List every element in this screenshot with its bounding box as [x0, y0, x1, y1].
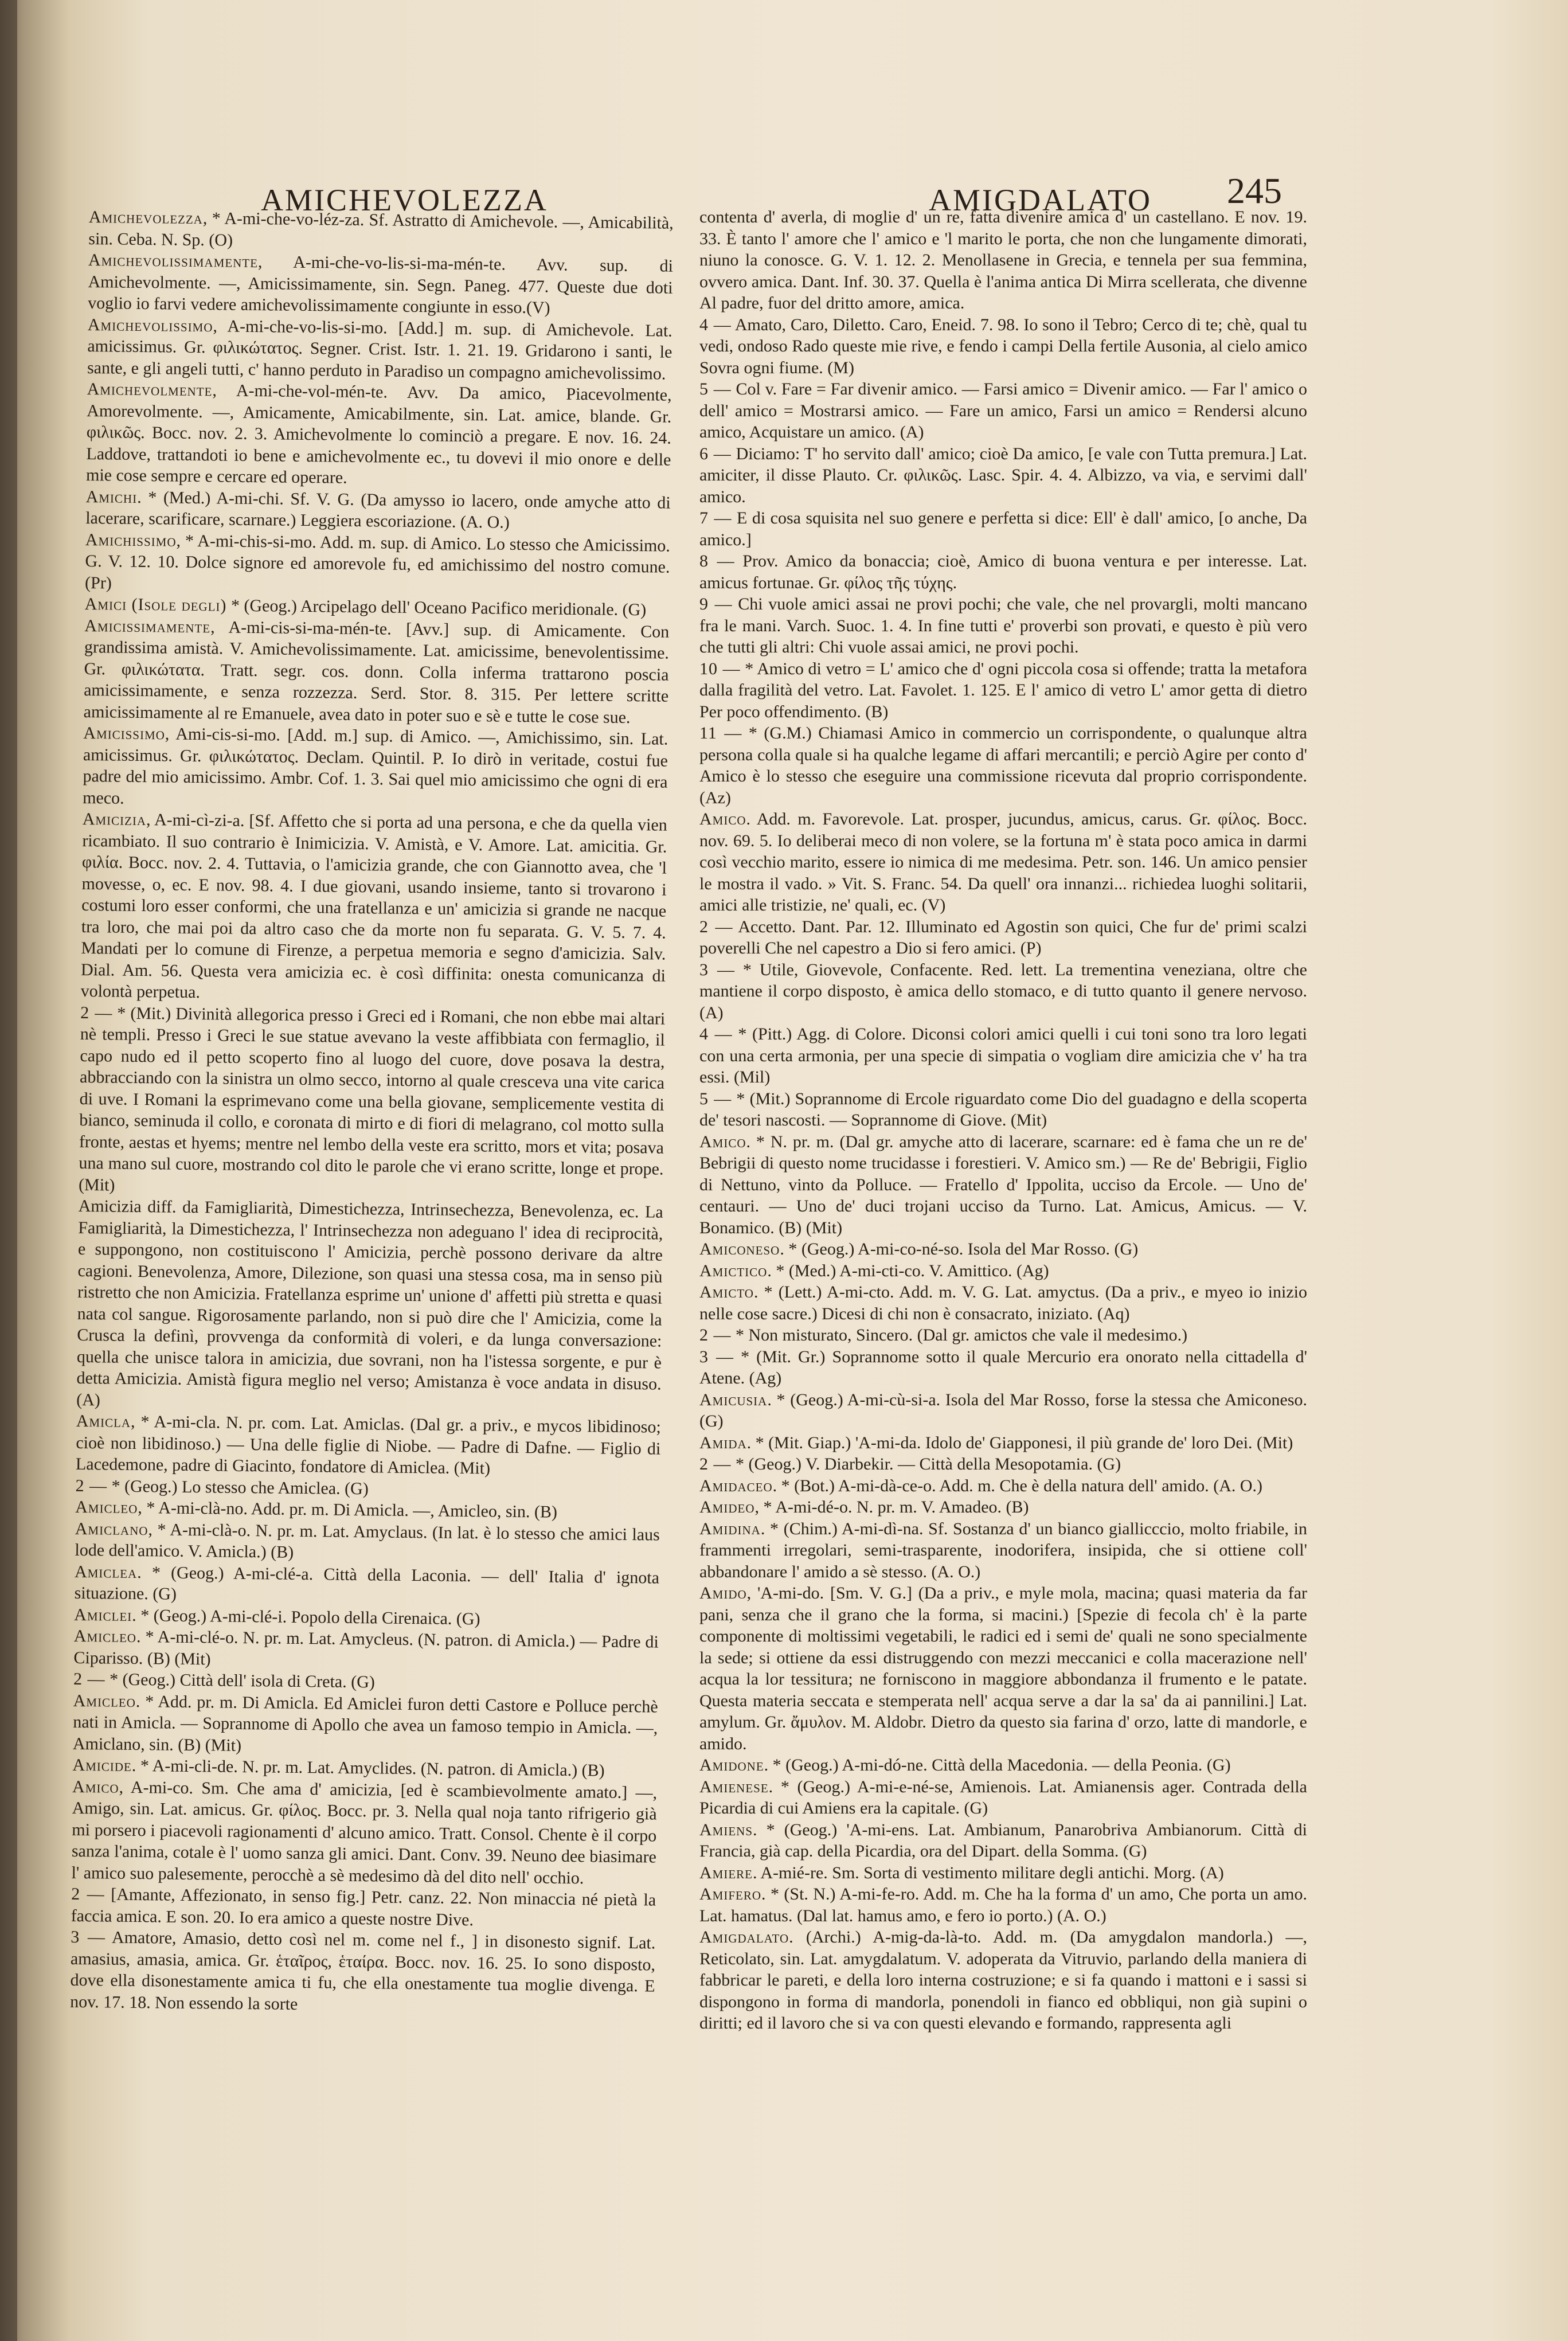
entry-headword: 4 —: [699, 1025, 733, 1044]
entry-headword: Amichi: [85, 487, 138, 507]
entry-text: . * N. pr. m. (Dal gr. amyche atto di lacerare, scarnare: ed è fama che un re de' Bebrigii di questo nome trucidasse i forestieri. V. Amico sm.) — Re de' Bebrigii, Figlio di Nettuno, vinto da Polluce. — Fratello d' Ippolita, ucciso da Ercole. — Uno de' centauri. — Uno de' duci trojani ucciso da Turno. Lat. Amicus, Amicus. — V. Bonamico. (B) (Mit): [699, 1132, 1307, 1237]
entry-headword: 6 —: [699, 444, 732, 463]
entry-text: . * Add. pr. m. Di Amicla. Ed Amiclei furon detti Castore e Polluce perchè nati in Amicla. — Soprannome di Apollo che avea un famoso tempio in Amicla. —, Amiclano, sin. (B) (Mit): [72, 1691, 658, 1755]
entry-text: * (Mit.) Divinità allegorica presso i Greci ed i Romani, che non ebbe mai altari nè templi. Presso i Greci le sue statue avevano la veste affibbiata con fermaglio, il capo nudo ed il petto scoperto fino al luogo del cuore, dove posava la destra, abbracciando con la sinistra un olmo secco, intorno al quale cresceva una vite carica di uve. I Romani la esprimevano come una bella giovane, semplicemente vestita di bianco, seminuda il collo, e coronata di mirto e di fiori di melagrano, col motto sulla fronte, aestas et hyems; mentre nel lembo della veste era scritto, mors et vita; posava una mano sul cuore, mostrando col dito le parole che vi erano scritte, longe et prope. (Mit): [78, 1003, 666, 1195]
running-head-left: AMICHEVOLEZZA: [261, 183, 548, 217]
entry-text: . * A-mi-cli-de. N. pr. m. Lat. Amyclides. (N. patron. di Amicla.) (B): [131, 1756, 605, 1780]
entry-headword: Amiclano: [75, 1519, 148, 1539]
dictionary-entry: [699, 1260, 1307, 1282]
entry-text: , A-mi-cì-zi-a. [Sf. Affetto che si porta ad una persona, e che da quella vien ricambiato. Il suo contrario è Inimicizia. V. Amistà, e V. Amore. Lat. amicitia. Gr. φιλία. Bocc. nov. 2. 4. Tuttavia, o l'amicizia grande, che con Giannotto avea, che 'l movesse, o, ec. E nov. 98. 4. I due giovani, usando insieme, tanto si trovarono i costumi loro esser conformi, che una fratellanza e un' amicizia si grande ne nacque tra loro, che mai poi da altro caso che da morte non fu separata. G. V. 5. 7. 4. Mandati per lo comune di Firenze, a perpetua memoria e segno d'amicizia. Salv. Dial. Am. 56. Questa vera amicizia ec. è così diffinita: onesta comunicanza di volontà perpetua.: [80, 810, 667, 1002]
entry-text: , A-mi-cis-si-ma-mén-te. [Avv.] sup. di Amicamente. Con grandissima amistà. V. Amichevolissimamente. Lat. amicissime, benevolentissime. Gr. φιλικώτατα. Tratt. segr. cos. donn. Colla inferma trattarono poscia amicissimamente, e senza rozzezza. Serd. Stor. 8. 315. Per lettere scritte amicissimamente al re Emanuele, avea dato in poter suo e sè e tutte le cose sue.: [83, 617, 670, 727]
entry-text: . * (Chim.) A-mi-dì-na. Sf. Sostanza d' un bianco giallicccio, molto friabile, in frammenti irregolari, semi-trasparente, inodorifera, insipida, che si ottiene coll' abbandonare l' amido a sè stesso. (A. O.): [699, 1519, 1307, 1581]
entry-text: . * (Mit. Giap.) 'A-mi-da. Idolo de' Giapponesi, il più grande de' loro Dei. (Mit): [746, 1433, 1293, 1452]
entry-headword: 2 —: [75, 1476, 108, 1495]
entry-headword: Amico: [72, 1777, 119, 1797]
entry-text: * (G.M.) Chiamasi Amico in commercio un corrispondente, o qualunque altra persona colla quale si ha qualche legame di affari mercantili; e perciò Agire per conto d' Amico è lo stesso che eseguire una commissione ricevuta dal proprio corrispondente. (Az): [699, 724, 1307, 807]
entry-text: . * (Lett.) A-mi-cto. Add. m. V. G. Lat. amyctus. (Da a priv., e myeo io inizio nelle cose sacre.) Dicesi di chi non è consacrato, iniziato. (Aq): [699, 1283, 1307, 1323]
entry-text: , * A-mi-clà-o. N. pr. m. Lat. Amyclaus. (In lat. è lo stesso che amici laus lode dell'amico. V. Amicla.) (B): [75, 1519, 660, 1562]
dictionary-entry: [699, 1088, 1307, 1131]
entry-headword: Amiere: [699, 1863, 753, 1882]
entry-headword: 4 —: [699, 315, 732, 334]
dictionary-entry: [699, 593, 1307, 658]
entry-text: Amatore, Amasio, detto così nel m. come nel f., ] in disonesto signif. Lat. amasius, amasia, amica. Gr. ἑταῖρος, ἑταίρα. Bocc. nov. 16. 25. Io sono disposto, dove ella disonestamente amica ti fu, che ella onestamente tua moglie divenga. E nov. 17. 18. Non essendo la sorte: [70, 1928, 656, 2014]
entry-text: . * (St. N.) A-mi-fe-ro. Add. m. Che ha la forma d' un amo, Che porta un amo. Lat. hamatus. (Dal lat. hamus amo, e fero io porto.) (A. O.): [699, 1885, 1307, 1925]
entry-text: * (Mit. Gr.) Soprannome sotto il quale Mercurio era onorato nella cittadella d' Atene. (Ag): [699, 1347, 1307, 1388]
dictionary-entry: [699, 722, 1307, 808]
entry-text: , * A-mi-clà-no. Add. pr. m. Di Amicla. —, Amicleo, sin. (B): [138, 1498, 558, 1522]
dictionary-entry: [699, 1582, 1307, 1754]
dictionary-entry: [699, 1518, 1307, 1583]
entry-text: , * A-mi-chis-si-mo. Add. m. sup. di Amico. Lo stesso che Amicissimo. G. V. 12. 10. Dolce signore ed amorevole fu, ed amichissimo del nostro comune. (Pr): [84, 531, 671, 592]
dictionary-entry: [699, 959, 1307, 1024]
entry-headword: 8 —: [699, 552, 735, 570]
entry-text: Prov. Amico da bonaccia; cioè, Amico di buona ventura e per interesse. Lat. amicus fortunae. Gr. φίλος τῆς τύχης.: [699, 552, 1307, 592]
entry-headword: 3 —: [699, 960, 735, 979]
entry-headword: Amigdalato: [699, 1928, 789, 1947]
entry-text: E di cosa squisita nel suo genere e perfetta si dice: Ell' è dall' amico, [o anche, Da amico.]: [699, 509, 1307, 549]
entry-headword: Amicusia: [699, 1390, 768, 1409]
entry-text: , A-mi-che-vol-mén-te. Avv. Da amico, Piacevolmente, Amorevolmente. —, Amicamente, Amicabilmente, sin. Lat. amice, blande. Gr. φιλικῶς. Bocc. nov. 2. 3. Amichevolmente lo cominciò a pregare. E nov. 16. 24. Laddove, trattandoti io bene e amichevolmente ec., tu dovevi il mio onore e delle mie cose sempre e cercare ed operare.: [85, 381, 672, 487]
entry-text: Diciamo: T' ho servito dall' amico; cioè Da amico, [e vale con Tutta premura.] Lat. amiciter, il disse Plauto. Cr. φιλικῶς. Lasc. Spir. 4. 4. Albizzo, va via, e servimi dall' amico.: [699, 444, 1307, 506]
dictionary-entry: [699, 1324, 1307, 1346]
entry-headword: 2 —: [699, 1326, 732, 1345]
dictionary-entry: [76, 1410, 661, 1481]
entry-headword: 3 —: [699, 1347, 734, 1366]
entry-text: Amicizia diff. da Famigliarità, Dimestichezza, Intrinsechezza, Benevolenza, ec. La Famigliarità, la Dimestichezza, l' Intrinsechezza non adeguano l' idea di reciprocità, e suppongono, non costituiscono l' Amicizia, perchè possono derivare da altre cagioni. Benevolenza, Amore, Dilezione, son quasi una stessa cosa, ma in senso più ristretto che non Amicizia. Fratellanza esprime un' unione d' affetti più stretta e quasi nata col sangue. Rigorosamente parlando, non si può dire che l' Amicizia, come la Crusca la definì, provvenga da conformità di voleri, e da lunga conversazione: quella che unisce talora in amicizia, due sovrani, non ha l'istessa sorgente, e pur è detta Amicizia. Amistà figura meglio nel verso; Amistanza è voce andata in disuso. (A): [76, 1196, 663, 1409]
entry-headword: Amidone: [699, 1756, 764, 1775]
dictionary-entry: [699, 1131, 1307, 1239]
entry-text: contenta d' averla, di moglie d' un re, fatta divenire amica d' un castellano. E nov. 19. 33. È tanto l' amore che l' amico e 'l marito le porta, che non che lungamente dimorati, niuno la conosce. G. V. 1. 12. 2. Menollasene in Grecia, e tennela per sua femmina, ovvero amica. Dant. Inf. 30. 37. Quella è l'anima antica Di Mirra scellerata, che divenne Al padre, fuor del dritto amore, amica.: [699, 208, 1307, 312]
entry-headword: 11 —: [699, 724, 742, 742]
entry-headword: 2 —: [73, 1669, 105, 1689]
entry-headword: Amido: [699, 1584, 747, 1603]
entry-text: . * (Med.) A-mi-cti-co. V. Amittico. (Ag): [767, 1261, 1049, 1280]
entry-headword: Amichevolmente: [87, 379, 213, 400]
entry-headword: Amideo: [699, 1498, 755, 1517]
dictionary-entry: [699, 1926, 1307, 2034]
entry-text: * (Pitt.) Agg. di Colore. Diconsi colori amici quelli i cui toni sono tra loro legati con una certa armonia, per una specie di simpatia o vogliam dire amicizia che v' ha tra essi. (Mil): [699, 1025, 1307, 1087]
entry-headword: Amicto: [699, 1283, 754, 1302]
right-column: [699, 206, 1307, 2248]
entry-headword: 7 —: [699, 509, 732, 527]
entry-text: Col v. Fare = Far divenir amico. — Farsi amico = Divenir amico. — Far l' amico o dell' amico = Mostrarsi amico. — Fare un amico, Farsi un amico = Rendersi alcuno amico, Acquistare un amico. (A): [699, 380, 1307, 441]
entry-headword: Amicissimo: [83, 723, 166, 744]
dictionary-entry: [86, 378, 672, 492]
entry-text: * (Geog.) V. Diarbekir. — Città della Mesopotamia. (G): [731, 1455, 1121, 1474]
entry-headword: Amiens: [699, 1820, 753, 1839]
entry-text: , * A-mi-cla. N. pr. com. Lat. Amiclas. (Dal gr. a priv., e mycos libidinoso; cioè non libidinoso.) — Una delle figlie di Niobe. — Padre di Dafne. — Figlio di Lacedemone, padre di Giacinto, fondatore di Amiclea. (Mit): [75, 1412, 661, 1478]
dictionary-entry: [699, 1862, 1307, 1884]
dictionary-entry: [699, 1883, 1307, 1926]
entry-text: . A-mié-re. Sm. Sorta di vestimento militare degli antichi. Morg. (A): [753, 1863, 1224, 1882]
entry-headword: Amiclei: [74, 1605, 132, 1625]
entry-headword: Amico: [699, 1132, 746, 1151]
entry-text: * (Geog.) Città dell' isola di Creta. (G): [105, 1670, 376, 1692]
entry-text: * Amico di vetro = L' amico che d' ogni piccola cosa si offende; tratta la metafora dalla fragilità del vetro. Lat. Favolet. 1. 125. E l' amico di vetro L' amor getta di dietro Per poco offendimento. (B): [699, 659, 1307, 721]
dictionary-entry: [699, 1819, 1307, 1862]
entry-headword: Amiconeso: [699, 1240, 780, 1259]
page-number: 245: [1227, 170, 1282, 211]
dictionary-entry: [699, 1346, 1307, 1389]
entry-text: * (Geog.) Arcipelago dell' Oceano Pacifico meridionale. (G): [226, 596, 647, 620]
entry-text: . * (Med.) A-mi-chi. Sf. V. G. (Da amysso io lacero, onde amyche atto di lacerare, scarificare, scarnare.) Leggiera escoriazione. (A. O.): [85, 487, 671, 532]
entry-text: , A-mi-che-vo-lis-si-mo. [Add.] m. sup. di Amichevole. Lat. amicissimus. Gr. φιλικώτατος. Segner. Crist. Istr. 1. 21. 19. Gridarono i santi, le sante, e gli angeli tutti, c' hanno perduto in Paradiso un compagno amichevolissimo.: [87, 316, 672, 384]
dictionary-entry: [699, 1453, 1307, 1475]
entry-text: , * A-mi-che-vo-léz-za. Sf. Astratto di Amichevole. —, Amicabilità, sin. Ceba. N. Sp. (O): [88, 209, 674, 250]
dictionary-entry: [83, 722, 668, 815]
entry-text: , A-mi-co. Sm. Che ama d' amicizia, [ed è scambievolmente amato.] —, Amigo, sin. Lat. amicus. Gr. φίλος. Bocc. pr. 3. Nella qual noja tanto rifrigerio già mi porsero i piacevoli ragionamenti d' alcuno amico. Tratt. Consol. Chente è il corpo sanza l'anima, cotale è l' uomo sanza gli amici. Dant. Conv. 39. Neuno dee biasimare l' amico suo palesemente, perocchè a sè medesimo dà del dito nell' occhio.: [71, 1777, 658, 1887]
entry-text: Chi vuole amici assai ne provi pochi; che vale, che nel provargli, molti mancano fra le mani. Varch. Suoc. 1. 4. In fine tutti e' proverbi son provati, e questo è più vero che tutti gli altri: Chi vuole assai amici, ne provi pochi.: [699, 595, 1307, 656]
entry-headword: Amidina: [699, 1519, 761, 1538]
dictionary-entry: [87, 314, 672, 384]
entry-headword: Amicleo: [75, 1497, 138, 1518]
entry-headword: Amiclea: [74, 1562, 138, 1582]
entry-headword: Amicla: [76, 1411, 131, 1431]
entry-headword: Amicleo: [73, 1626, 137, 1647]
dictionary-entry: [71, 1883, 656, 1933]
dictionary-entry: [699, 1754, 1307, 1776]
entry-text: . * (Geog.) A-mi-co-né-so. Isola del Mar Rosso. (G): [780, 1240, 1139, 1259]
entry-headword: Amida: [699, 1433, 747, 1452]
entry-headword: Amicide: [72, 1755, 132, 1775]
dictionary-entry: [88, 249, 673, 320]
entry-text: , A-mi-che-vo-lis-si-ma-mén-te. Avv. sup. di Amichevolmente. —, Amicissimamente, sin. Segn. Paneg. 477. Queste due doti voglio io farvi vedere amichevolissimamente congiunte in esso.(V): [88, 252, 674, 318]
left-column: [68, 206, 674, 2253]
dictionary-entry: [699, 443, 1307, 508]
entry-headword: Amicleo: [73, 1691, 136, 1711]
entry-text: . * (Geog.) 'A-mi-ens. Lat. Ambianum, Panarobriva Ambianorum. Città di Francia, già cap. della Picardia, ora del Dipart. della Somma. (G): [699, 1820, 1307, 1861]
entry-text: . * (Geog.) A-mi-e-né-se, Amienois. Lat. Amianensis ager. Contrada della Picardia di cui Amiens era la capitale. (G): [699, 1777, 1307, 1818]
entry-headword: Amici (Isole degli): [84, 594, 227, 615]
entry-text: . * (Geog.) A-mi-clé-i. Popolo della Cirenaica. (G): [132, 1605, 480, 1628]
book-gutter-shadow: [0, 0, 17, 2341]
entry-headword: 9 —: [699, 595, 733, 613]
entry-headword: 3 —: [71, 1927, 106, 1947]
dictionary-entry: [699, 1023, 1307, 1088]
entry-headword: 5 —: [699, 1089, 732, 1108]
dictionary-entry: [699, 658, 1307, 723]
dictionary-entry: [79, 1002, 665, 1201]
running-head-right: AMIGDALATO: [929, 183, 1152, 217]
entry-headword: Amico: [699, 810, 746, 828]
dictionary-entry: [70, 1926, 656, 2019]
dictionary-entry: [88, 206, 674, 256]
entry-headword: 2 —: [699, 1455, 732, 1474]
dictionary-entry: [699, 550, 1307, 593]
dictionary-entry: [73, 1690, 658, 1760]
entry-headword: Amichissimo: [85, 530, 177, 550]
dictionary-entry: [73, 1625, 659, 1675]
entry-text: * (Mit.) Soprannome di Ercole riguardato come Dio del guadagno e della scoperta de' tesori nascosti. — Soprannome di Giove. (Mit): [699, 1089, 1307, 1130]
dictionary-entry: [85, 486, 671, 535]
dictionary-entry: [71, 1776, 657, 1889]
dictionary-entry: [699, 378, 1307, 443]
entry-text: , 'A-mi-do. [Sm. V. G.] (Da a priv., e myle mola, macina; quasi materia da far pani, senza che il grano che la forma, si macini.) [Spezie di fecola ch' è la parte componente di moltissimi vegetabili, le radici ed i semi de' quali ne sono specialmente la sede; si ottiene da essi distruggendo con mezzi meccanici e colla macerazione nell' acqua la lor tessitura; ne forniscono in maggiore abbondanza il frumento e le patate. Questa materia seccata e stemperata nell' acqua serve a dar la sa' da ai pannilini.] Lat. amylum. Gr. ἄμυλον. M. Aldobr. Dietro da questo sia farina d' orzo, latte di mandorle, e amido.: [699, 1584, 1307, 1753]
dictionary-entry: [699, 1281, 1307, 1324]
entry-headword: 2 —: [80, 1003, 113, 1023]
entry-text: Amato, Caro, Diletto. Caro, Eneid. 7. 98. Io sono il Tebro; Cerco di te; chè, qual tu vedi, ondoso Rado queste mie rive, e fendo i campi Della fertile Ausonia, al cielo amico Sovra ogni fiume. (M): [699, 315, 1307, 377]
entry-headword: Amictico: [699, 1261, 768, 1280]
entry-text: Accetto. Dant. Par. 12. Illuminato ed Agostin son quici, Che fur de' primi scalzi poverelli Che nel capestro a Dio si fero amici. (P): [699, 917, 1307, 957]
entry-headword: Amicizia: [82, 809, 147, 830]
dictionary-entry: [699, 507, 1307, 550]
dictionary-entry: [699, 314, 1307, 379]
dictionary-entry: [74, 1561, 659, 1610]
dictionary-entry: [80, 808, 667, 1008]
dictionary-entry: [699, 1776, 1307, 1819]
entry-headword: 2 —: [699, 917, 733, 936]
dictionary-entry: [699, 1432, 1307, 1454]
entry-headword: 2 —: [71, 1884, 105, 1904]
entry-headword: Amichevolissimo: [87, 315, 213, 335]
entry-text: . * (Bot.) A-mi-dà-ce-o. Add. m. Che è della natura dell' amido. (A. O.): [772, 1476, 1263, 1495]
entry-text: . * (Geog.) A-mi-cù-si-a. Isola del Mar Rosso, forse la stessa che Amiconeso. (G): [699, 1390, 1307, 1431]
dictionary-entry: [699, 1496, 1307, 1518]
entry-text: , * A-mi-dé-o. N. pr. m. V. Amadeo. (B): [754, 1498, 1029, 1517]
entry-headword: 5 —: [699, 380, 732, 398]
entry-text: . Add. m. Favorevole. Lat. prosper, jucundus, amicus, carus. Gr. φίλος. Bocc. nov. 69. 5. Io deliberai meco di non volere, se la fortuna m' è stata poco amica in darmi così vecchio marito, essere io nimica di me medesima. Petr. son. 146. Un amico pensier le mostra il vado. » Vit. S. Franc. 54. Da quell' ora innanzi... richiedea luoghi solitarii, amici alle tristizie, ne' quali, ec. (V): [699, 810, 1307, 914]
dictionary-entry: [699, 808, 1307, 916]
entry-headword: 10 —: [699, 659, 741, 678]
entry-text: [Amante, Affezionato, in senso fig.] Petr. canz. 22. Non minaccia né pietà la faccia amica. E son. 20. Io era amico a queste nostre Dive.: [71, 1885, 656, 1929]
entry-text: * Utile, Giovevole, Confacente. Red. lett. La trementina veneziana, oltre che mantiene il corpo disposto, è amica dello stomaco, e di tutto quanto il genere nervoso. (A): [699, 960, 1307, 1022]
dictionary-entry: [699, 206, 1307, 314]
entry-headword: Amichevolissimamente: [88, 250, 259, 272]
entry-headword: Amicissimamente: [84, 616, 211, 636]
dictionary-entry: [75, 1518, 660, 1567]
entry-text: . * (Geog.) A-mi-dó-ne. Città della Macedonia. — della Peonia. (G): [764, 1756, 1231, 1775]
dictionary-entry: [699, 1238, 1307, 1260]
entry-headword: Amichevolezza: [88, 207, 204, 228]
dictionary-entry: [85, 529, 670, 599]
dictionary-entry: [699, 916, 1307, 959]
entry-headword: Amidaceo: [699, 1476, 773, 1495]
entry-headword: Amienese: [699, 1777, 769, 1796]
entry-text: * Non misturato, Sincero. (Dal gr. amictos che vale il medesimo.): [731, 1326, 1188, 1345]
dictionary-entry: [84, 615, 670, 728]
entry-text: * (Geog.) Lo stesso che Amiclea. (G): [107, 1476, 369, 1498]
entry-text: . * (Geog.) A-mi-clé-a. Città della Laconia. — dell' Italia d' ignota situazione. (G): [74, 1562, 660, 1604]
dictionary-entry: [699, 1475, 1307, 1497]
entry-text: , Ami-cis-si-mo. [Add. m.] sup. di Amico. —, Amichissimo, sin. Lat. amicissimus. Gr. φιλικώτατος. Declam. Quintil. P. Io dirò in veritade, costui fue padre del mio amicissimo. Ambr. Cof. 1. 3. Sai quel mio amicissimo che ogni di era meco.: [83, 724, 668, 808]
dictionary-entry: [699, 1389, 1307, 1432]
entry-text: . * A-mi-clé-o. N. pr. m. Lat. Amycleus. (N. patron. di Amicla.) — Padre di Ciparisso. (B) (Mit): [73, 1627, 659, 1668]
entry-headword: Amifero: [699, 1885, 762, 1904]
entry-text: . (Archi.) A-mig-da-là-to. Add. m. (Da amygdalon mandorla.) —, Reticolato, sin. Lat. amygdalatum. V. adoperata da Vitruvio, parlando della maniera di fabbricar le pareti, e della loro interna costruzione; e si fa quando i mattoni e i sassi si dispongono in forma di mandorla, ponendoli in fianco ed obbliqui, non già supini o diritti; ed il lavoro che si va con questi elevando e formando, rappresenta agli: [699, 1928, 1307, 2033]
dictionary-entry: [76, 1195, 663, 1417]
